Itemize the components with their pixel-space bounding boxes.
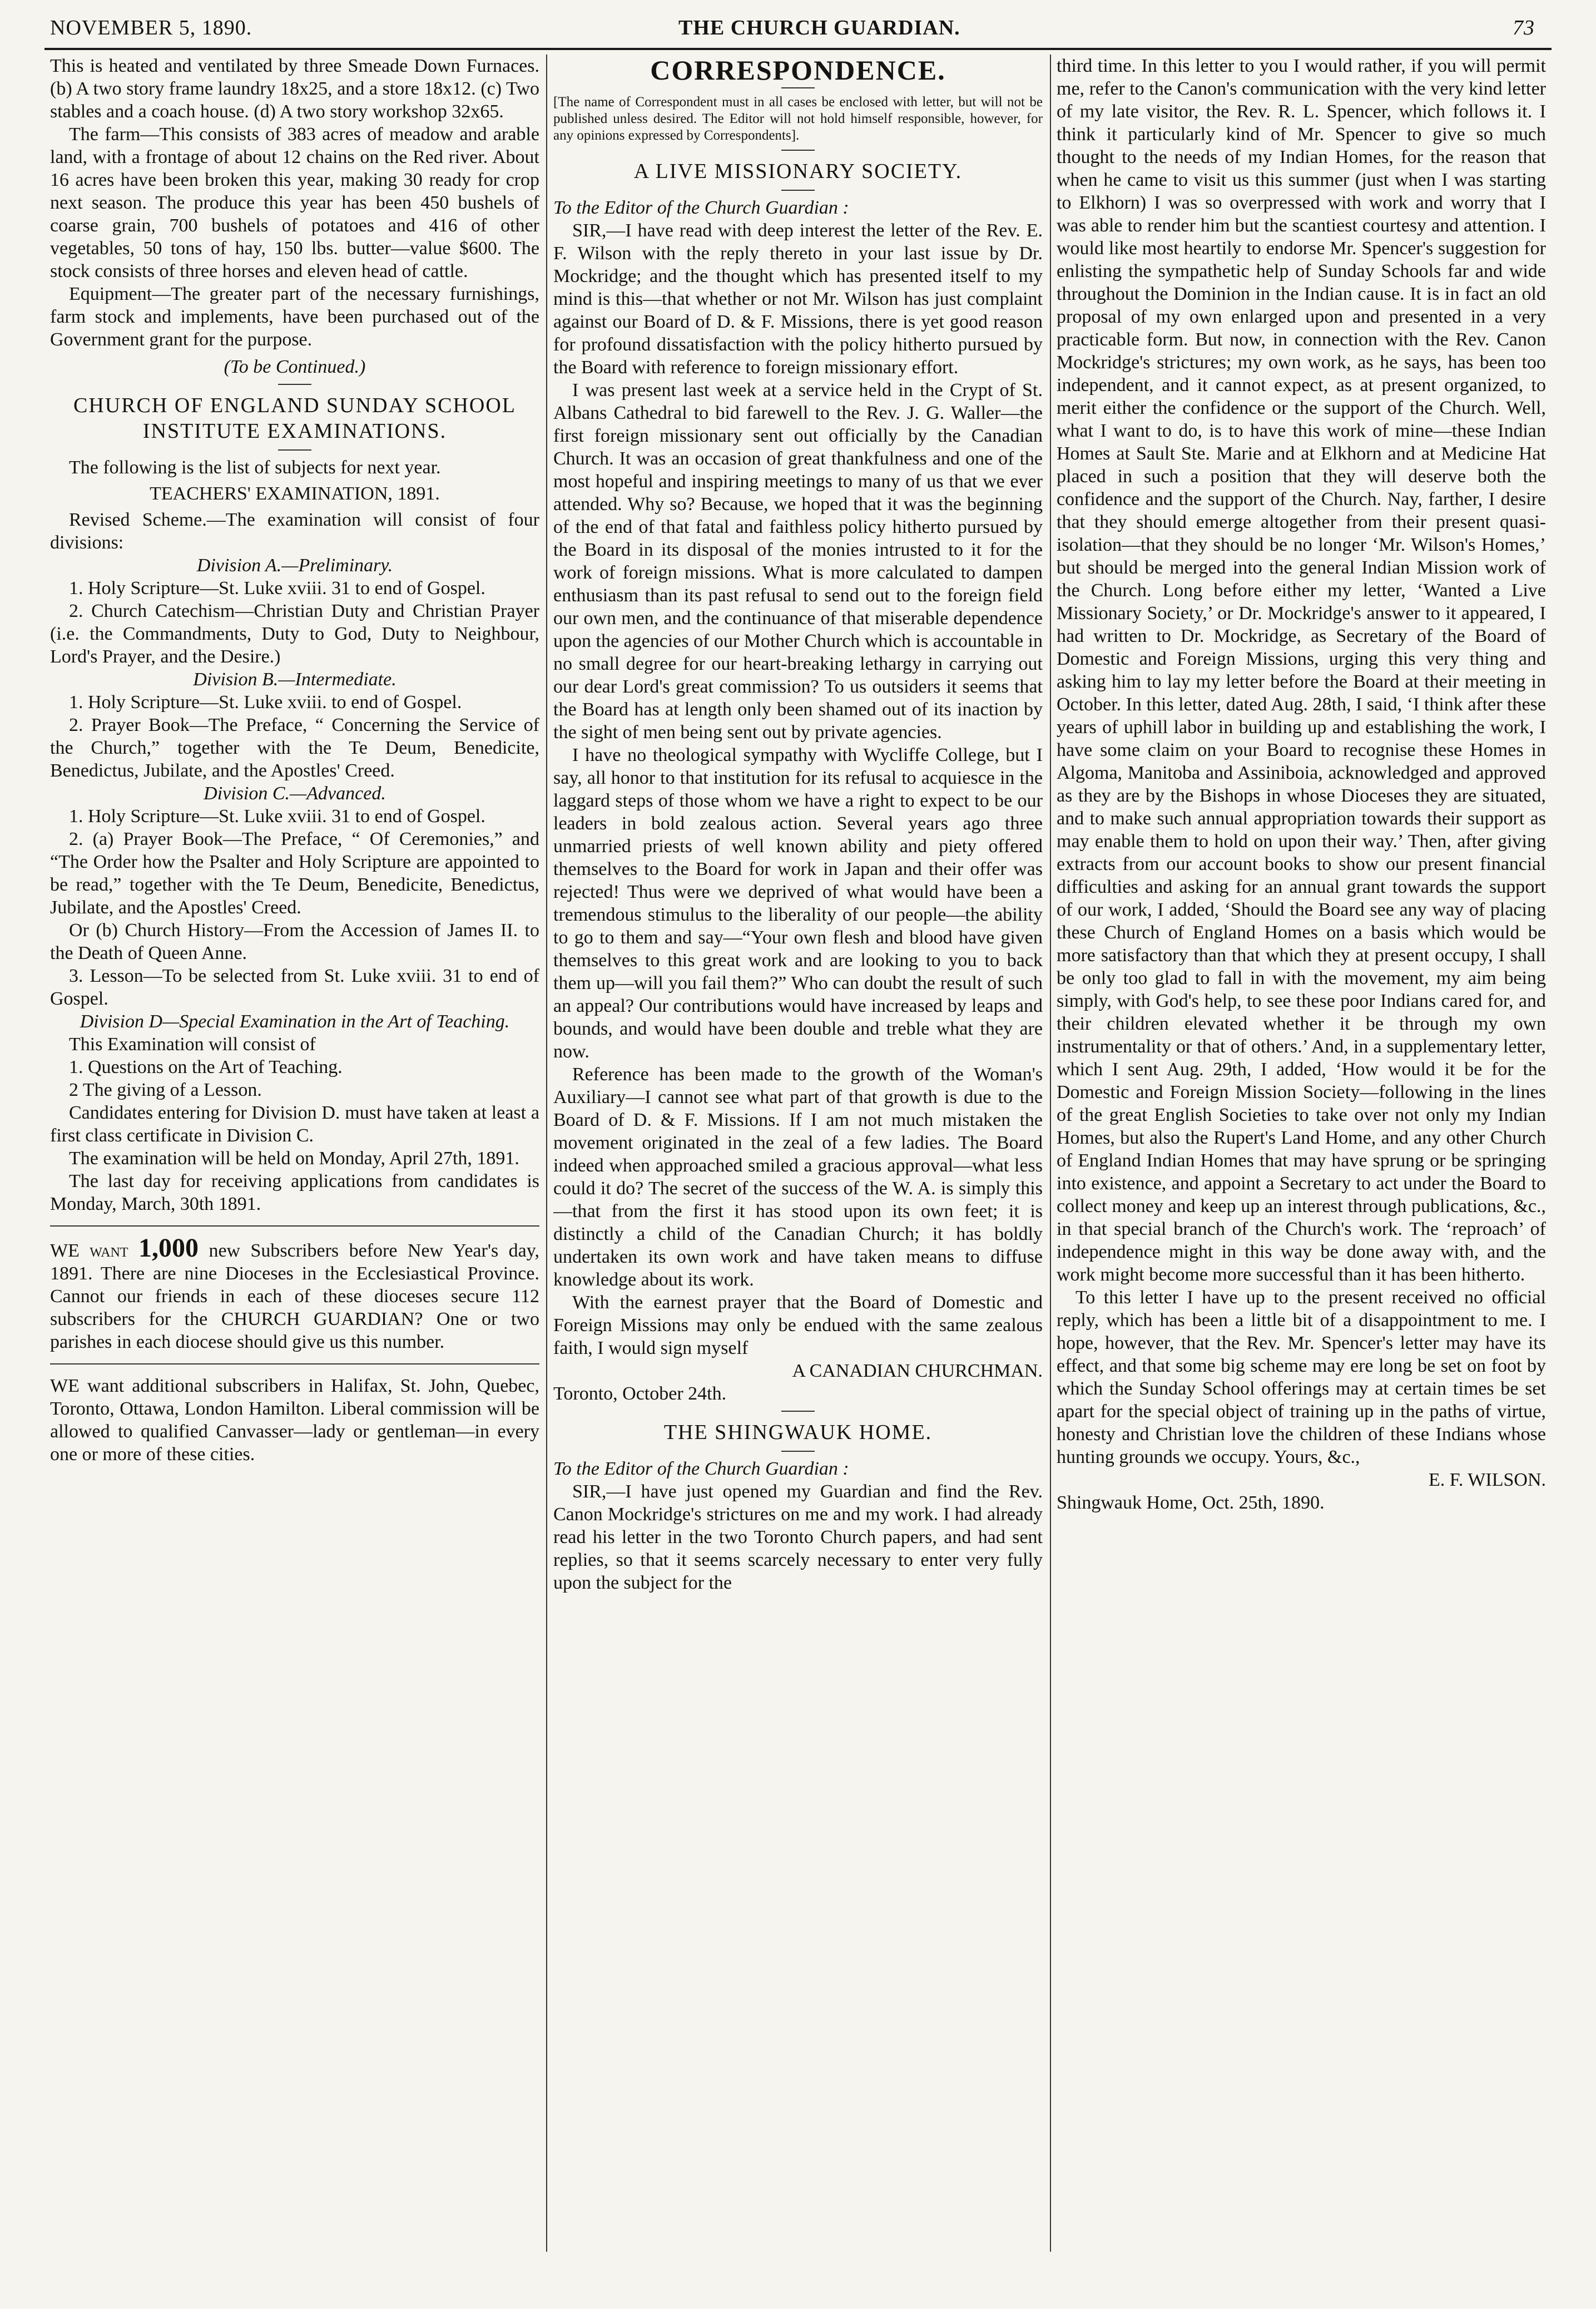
divider [781, 190, 815, 191]
list-item: 2. (a) Prayer Book—The Preface, “ Of Ceremonies,” and “The Order how the Psalter and Holy Scripture are appointed to be read,” together with the Te Deum, Benedicite, Benedictus, Jubilate, and the Apostles' Creed. [50, 829, 539, 918]
paragraph: Candidates entering for Division D. must have taken at least a first class certificate in Division C. [50, 1102, 539, 1146]
signature: E. F. WILSON. [1428, 1470, 1546, 1490]
advertisement: WE want additional subscribers in Halifax, St. John, Quebec, Toronto, Ottawa, London Hamilton. Liberal commission will be allowed to qualified Canvasser—lady or gentleman—in every one or more of these cities. [50, 1376, 539, 1465]
paragraph: The last day for receiving applications from candidates is Monday, March, 30th 1891. [50, 1171, 539, 1214]
divider [781, 1451, 815, 1452]
divider [781, 1411, 815, 1412]
ad-number: 1,000 [138, 1233, 199, 1263]
paragraph: The examination will be held on Monday, April 27th, 1891. [69, 1148, 519, 1169]
list-item: 1. Holy Scripture—St. Luke xviii. to end of Gospel. [69, 692, 462, 713]
paragraph: To this letter I have up to the present received no official reply, which has been a little bit of a disappointment to me. I hope, however, that the Rev. Mr. Spencer's letter may have its effect, and that some big scheme may ere long be set on foot by which the Sunday School offerings may at certain times be set apart for the special object of training up in the paths of virtue, honesty and Christian love the children of these Indians whose hunting grounds we occupy. Yours, &c., [1057, 1287, 1546, 1467]
list-item: 1. Questions on the Art of Teaching. [69, 1057, 343, 1077]
list-item: 1. Holy Scripture—St. Luke xviii. 31 to end of Gospel. [69, 578, 485, 599]
column-divider [546, 55, 547, 2252]
subheading: Division A.—Preliminary. [196, 555, 393, 576]
editor-note: [The name of Correspondent must in all cases be enclosed with letter, but will not be published unless desired. The Editor will not hold himself responsible, however, for any opinions expressed by Correspondents]. [553, 95, 1043, 143]
divider [50, 1225, 539, 1227]
divider [781, 150, 815, 151]
divider [781, 87, 815, 88]
list-item: 3. Lesson—To be selected from St. Luke xviii. 31 to end of Gospel. [50, 966, 539, 1009]
list-item: 2. Church Catechism—Christian Duty and Christian Prayer (i.e. the Commandments, Duty to God, Duty to Neighbour, Lord's Prayer, and the Desire.) [50, 601, 539, 667]
article-heading: CHURCH OF ENGLAND SUNDAY SCHOOL INSTITUTE EXAMINATIONS. [73, 394, 517, 443]
paragraph: This is heated and ventilated by three Smeade Down Furnaces. (b) A two story frame laundry 18x25, and a store 18x12. (c) Two stables and a coach house. (d) A two story workshop 32x65. [50, 56, 539, 122]
ad-lead: WE want [50, 1240, 128, 1261]
paragraph: SIR,—I have just opened my Guardian and find the Rev. Canon Mockridge's strictures on me and my work. I had already read his letter in the two Toronto Church papers, and had sent replies, so that it seems scarcely necessary to enter very fully upon the subject for the [553, 1481, 1043, 1593]
divider [278, 384, 311, 385]
paragraph: Revised Scheme.—The examination will consist of four divisions: [50, 510, 539, 553]
divider [50, 1363, 539, 1364]
paragraph: This Examination will consist of [69, 1034, 316, 1055]
paragraph: I have no theological sympathy with Wycliffe College, but I say, all honor to that institution for its refusal to acquiesce in the laggard steps of those whom we have a right to expect to be our leaders in bold zealous action. Several years ago three unmarried priests of well known ability and piety offered themselves to the Board for work in Japan and their offer was rejected! Thus were we deprived of what would have been a tremendous stimulus to the liberality of our people—the ability to go to them and say—“Your own flesh and blood have given themselves to this great work and are looking to you to back them up—will you fail them?” Who can doubt the result of such an appeal? Our contributions would have increased by leaps and bounds, and would have been double and treble what they are now. [553, 745, 1043, 1062]
paragraph: Equipment—The greater part of the necessary furnishings, farm stock and implements, have been purchased out of the Government grant for the purpose. [50, 284, 539, 350]
paragraph: SIR,—I have read with deep interest the letter of the Rev. E. F. Wilson with the reply thereto in your last issue by Dr. Mockridge; and the thought which has presented itself to my mind is this—that whether or not Mr. Wilson has just complaint against our Board of D. & F. Missions, there is yet good reason for profound dissatisfaction with the policy hitherto pursued by the Board with reference to foreign missionary effort. [553, 220, 1043, 378]
paragraph: The farm—This consists of 383 acres of meadow and arable land, with a frontage of about 12 chains on the Red river. About 16 acres have been broken this year, making 30 ready for crop next season. The produce this year has been 450 bushels of coarse grain, 700 bushels of potatoes and 416 of other vegetables, 50 tons of hay, 150 lbs. butter—value $600. The stock consists of three horses and eleven head of cattle. [50, 124, 539, 281]
section-heading: CORRESPONDENCE. [650, 55, 946, 86]
list-item: Or (b) Church History—From the Accession of James II. to the Death of Queen Anne. [50, 920, 539, 963]
masthead [39, 10, 1552, 45]
masthead-rule [44, 48, 1552, 50]
dateline: Shingwauk Home, Oct. 25th, 1890. [1057, 1492, 1325, 1513]
column-2 [553, 55, 1043, 2274]
signature: A CANADIAN CHURCHMAN. [792, 1361, 1043, 1381]
column-3 [1057, 55, 1546, 2274]
salutation: To the Editor of the Church Guardian : [553, 1458, 849, 1479]
article-heading: THE SHINGWAUK HOME. [663, 1421, 933, 1444]
page-number: 73 [1513, 16, 1535, 39]
article-heading: A LIVE MISSIONARY SOCIETY. [633, 160, 963, 183]
issue-date: NOVEMBER 5, 1890. [50, 16, 252, 39]
subheading: Division D—Special Examination in the Art of Teaching. [80, 1011, 510, 1032]
continued-note: (To be Continued.) [224, 357, 366, 377]
paragraph: third time. In this letter to you I would rather, if you will permit me, refer to the Canon's communication with the very kind letter of my late visitor, the Rev. R. L. Spencer, which follows it. I think it particularly kind of Mr. Spencer to give so much thought to the needs of my Indian Homes, for the reason that when he came to visit us this summer (just when I was starting to Elkhorn) I was so overpressed with work and worry that I was able to render him but the scantiest courtesy and attention. I would like most heartily to endorse Mr. Spencer's suggestion for enlisting the sympathetic help of Sunday Schools far and wide throughout the Dominion in the Indian cause. It is in fact an old proposal of my own enlarged upon and presented in a very practicable form. But now, in connection with the Rev. Canon Mockridge's strictures; my own work, as he says, has been too independent, and it cannot expect, as at present organized, to merit either the confidence or the support of the Church. Well, what I want to do, is to have this work of mine—these Indian Homes at Sault Ste. Marie and at Elkhorn and at Medicine Hat placed in such a position that they will deserve both the confidence and the support of the Church. Nay, farther, I desire that they should emerge altogether from their present quasi-isolation—that they should be no longer ‘Mr. Wilson's Homes,’ but should be merged into the general Indian Mission work of the Church. Long before either my letter, ‘Wanted a Live Missionary Society,’ or Dr. Mockridge's answer to it appeared, I had written to Dr. Mockridge, as Secretary of the Board of Domestic and Foreign Missions, urging this very thing and asking him to lay my letter before the Board at their meeting in October. In this letter, dated Aug. 28th, I said, ‘I think after these years of uphill labor in building up and establishing the work, I have some claim on your Board to recognise these Homes in Algoma, Manitoba and Assiniboia, acknowledged and approved as they are by the Bishops in whose Dioceses they are situated, and to make such annual appropriation towards their support as may enable them to hold on upon their way.’ Then, after giving extracts from our account books to show our present financial difficulties and asking for an annual grant towards the support of our work, I added, ‘Should the Board see any way of placing these Church of England Homes on a basis which would be more satisfactory than that which they at present occupy, I shall be only too glad to fall in with the movement, my aim being simply, with God's help, to see these poor Indians cared for, and their children elevated whether it be through my own instrumentality or that of others.’ And, in a supplementary letter, which I sent Aug. 29th, I added, ‘How would it be for the Domestic and Foreign Mission Society—following in the lines of the great English Societies to take over not only my Indian Homes, but also the Rupert's Land Home, and any other Church of England Indian Homes that may have sprung or be springing into existence, and appoint a Secretary to act under the Board to collect money and keep up an interest through publications, &c., in that special branch of the Church's work. The ‘reproach’ of independence might in this way be done away with, and the work might become more successful than it has been hitherto. [1057, 56, 1546, 1285]
salutation: To the Editor of the Church Guardian : [553, 197, 849, 218]
advertisement [50, 1233, 539, 1353]
paragraph: With the earnest prayer that the Board of Domestic and Foreign Missions may only be endued with the same zealous faith, I would sign myself [553, 1292, 1043, 1358]
dateline: Toronto, October 24th. [553, 1383, 727, 1404]
list-item: 2. Prayer Book—The Preface, “ Concerning the Service of the Church,” together with the Te Deum, Benedicite, Benedictus, Jubilate, and the Apostles' Creed. [50, 715, 539, 781]
paragraph: Reference has been made to the growth of the Woman's Auxiliary—I cannot see what part of that growth is due to the Board of D. & F. Missions. If I am not much mistaken the movement originated in the zeal of a few ladies. The Board indeed when approached smiled a gracious approval—what less could it do? The secret of the success of the W. A. is simply this—that from the first it has stood upon its own feet; it is distinctly a child of the Canadian Church; it has boldly undertaken its own work and have taken means to diffuse knowledge about its work. [553, 1064, 1043, 1290]
paragraph: The following is the list of subjects for next year. [69, 457, 441, 478]
subheading: Division B.—Intermediate. [193, 669, 396, 690]
newspaper-title: THE CHURCH GUARDIAN. [678, 16, 960, 39]
divider [278, 449, 311, 451]
list-item: 2 The giving of a Lesson. [69, 1080, 262, 1100]
column-divider [1050, 55, 1051, 2252]
list-item: 1. Holy Scripture—St. Luke xviii. 31 to end of Gospel. [69, 806, 485, 827]
column-1 [50, 55, 539, 2274]
subheading: Division C.—Advanced. [204, 783, 386, 804]
subheading: TEACHERS' EXAMINATION, 1891. [150, 483, 440, 504]
paragraph: I was present last week at a service held in the Crypt of St. Albans Cathedral to bid farewell to the Rev. J. G. Waller—the first foreign missionary sent out officially by the Canadian Church. It was an occasion of great thankfulness and one of the most hopeful and inspiring meetings to many of us that we ever attended. Why so? Because, we hoped that it was the beginning of the end of that fatal and faithless policy hitherto pursued by the Board in its disposal of the monies intrusted to it for the work of foreign missions. What is more calculated to dampen enthusiasm than its past refusal to send out to the foreign field our own men, and the continuance of that miserable dependence upon the agencies of our Mother Church which is accountable in no small degree for our heart-breaking lethargy in carrying out our dear Lord's great commission? To us outsiders it seems that the Board has at length only been shamed out of its inaction by the sight of men being sent out by private agencies. [553, 380, 1043, 743]
ad-text: new Subscribers before New Year's day, 1891. There are nine Dioceses in the Ecclesiastical Province. Cannot our friends in each of these dioceses secure 112 subscribers for the CHURCH GUARDIAN? One or two parishes in each diocese should give us this number. [50, 1240, 539, 1352]
